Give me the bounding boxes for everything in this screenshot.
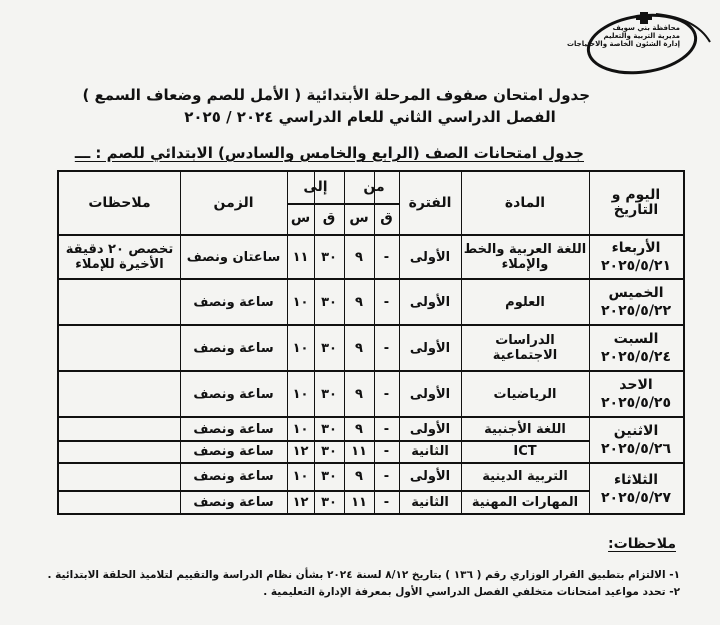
header-period: الفترة [408,194,452,211]
to-hour-cell: ١٢ [292,494,309,510]
from-minute-cell: - [383,294,390,310]
subject-cell: التربية الدينية [482,469,568,485]
exam-date: ٢٠٢٥/٥/٢٦ [600,440,672,457]
header-subject: المادة [504,194,546,211]
table-column-divider [287,172,288,234]
duration-cell: ساعة ونصف [193,469,274,485]
table-column-divider [314,372,315,416]
logo-line: إدارة الشئون الخاصة والاحتياجات [566,40,680,48]
header-to: إلى [303,179,328,195]
table-column-divider [344,326,345,370]
to-hour-cell: ١٠ [292,421,309,437]
table-column-divider [461,464,462,515]
to-minute-cell: ٣٠ [321,421,337,437]
from-hour-cell: ١١ [351,494,367,510]
header-duration: الزمن [213,194,254,211]
day-name: الاحد [619,376,653,393]
exam-date: ٢٠٢٥/٥/٢١ [600,257,672,274]
to-minute-cell: ٣٠ [321,386,337,402]
day-date-cell [589,418,683,462]
note-item: ٢- تحدد مواعيد امتحانات متخلفي الفصل الدراسي الأول بمعرفة الإدارة التعليمية . [263,586,680,598]
notes-cell [59,440,180,462]
subject-cell: الرياضيات [493,386,557,402]
table-column-divider [461,280,462,324]
page-title: جدول امتحان صفوف المرحلة الأبتدائية ( الأمل للصم وضعاف السمع ) [82,86,590,104]
logo-line: محافظة بني سويف [612,24,680,32]
table-column-divider [589,326,590,370]
notes-cell [59,464,180,490]
table-column-divider [399,418,400,462]
notes-cell [59,372,180,416]
duration-cell: ساعة ونصف [193,294,274,310]
table-column-divider [399,326,400,370]
table-column-divider [344,464,345,515]
exam-date: ٢٠٢٥/٥/٢٥ [600,394,672,411]
to-hour-cell: ١٠ [292,386,309,402]
table-column-divider [314,464,315,515]
period-cell: الأولى [409,421,451,437]
to-hour-cell: ١٠ [292,340,309,356]
from-hour-cell: ٩ [355,249,363,265]
table-column-divider [180,418,181,462]
duration-cell: ساعة ونصف [193,386,274,402]
notes-cell [59,326,180,370]
to-hour-cell: ١٢ [292,443,309,459]
table-column-divider [287,464,288,515]
day-name: الثلاثاء [613,472,659,488]
table-column-divider [287,418,288,462]
day-name: الخميس [608,284,664,301]
subject-cell: المهارات المهنية [471,494,579,510]
to-minute-cell: ٣٠ [321,494,337,510]
table-row-divider [59,490,589,492]
table-column-divider [374,464,375,515]
notes-cell: تخصص ٢٠ دقيقة الأخيرة للإملاء [65,242,174,272]
day-name: الاثنين [613,422,659,439]
table-column-divider [344,372,345,416]
period-cell: الأولى [409,386,451,402]
table-column-divider [399,172,400,234]
table-column-divider [180,464,181,515]
table-column-divider [374,280,375,324]
table-column-divider [344,236,345,278]
from-minute-cell: - [383,386,390,402]
table-column-divider [287,372,288,416]
period-cell: الأولى [409,294,451,310]
subject-cell: اللغة الأجنبية [484,421,566,437]
duration-cell: ساعتان ونصف [186,249,281,265]
table-column-divider [399,372,400,416]
from-minute-cell: - [383,340,390,356]
table-column-divider [374,418,375,462]
directorate-logo [566,8,712,78]
to-minute-cell: ٣٠ [321,340,337,356]
period-cell: الأولى [409,340,451,356]
table-column-divider [374,326,375,370]
table-column-divider [314,280,315,324]
logo-text [566,24,680,48]
subject-cell: ICT [513,443,537,459]
table-column-divider [180,326,181,370]
from-hour-cell: ٩ [355,294,363,310]
notes-cell [59,418,180,440]
table-row-divider [287,203,399,205]
period-cell: الثانية [411,494,449,510]
table-column-divider [399,236,400,278]
table-column-divider [287,280,288,324]
table-column-divider [589,464,590,515]
notes-title: ملاحظات: [608,536,676,552]
table-column-divider [589,280,590,324]
period-cell: الثانية [411,443,449,459]
notes-cell [59,280,180,324]
subject-cell: العلوم [505,294,545,310]
table-column-divider [461,172,462,234]
from-minute-cell: - [383,249,390,265]
to-hour-cell: ١٠ [292,469,309,485]
table-column-divider [287,236,288,278]
table-column-divider [180,172,181,234]
exam-date: ٢٠٢٥/٥/٢٧ [600,490,672,506]
day-name: الأربعاء [611,239,661,256]
from-minute-cell: - [383,421,390,437]
day-date-cell [589,280,683,324]
note-item: ١- الالتزام بتطبيق القرار الوزاري رقم ( ١٣٦ ) بتاريخ ٨/١٢ لسنة ٢٠٢٤ بشأن نظام الدراسة والتقييم لتلاميذ الحلقة الابتدائية . [47,569,680,581]
table-column-divider [344,418,345,462]
to-minute-cell: ٣٠ [321,443,337,459]
table-column-divider [589,236,590,278]
from-hour-cell: ٩ [355,386,363,402]
to-minute-cell: ٣٠ [321,469,337,485]
subject-cell: الدراسات الاجتماعية [492,333,558,363]
to-minute-cell: ٣٠ [321,294,337,310]
from-minute-cell: - [383,494,390,510]
exam-date: ٢٠٢٥/٥/٢٢ [600,302,672,319]
subject-cell: اللغة العربية والخط والإملاء [463,242,587,272]
day-name: السبت [613,330,659,347]
exam-date: ٢٠٢٥/٥/٢٤ [600,348,672,365]
header-to-hour: س [290,210,311,226]
table-column-divider [314,172,315,234]
table-column-divider [374,236,375,278]
table-column-divider [314,236,315,278]
day-date-cell [589,236,683,278]
table-column-divider [314,326,315,370]
day-date-cell [589,464,683,515]
table-column-divider [344,172,345,234]
header-from-hour: س [349,210,369,226]
table-column-divider [344,280,345,324]
exam-table: اليوم و التاريخ المادة الفترة من إلى ق س ق س الزمن ملاحظات الأربعاء ٢٠٢٥/٥/٢١ اللغة العربية والخط والإملاء الأولى - ٩ ٣٠ ١١ ساعتان ونصف تخصص ٢٠ دقيقة الأخيرة للإملاء الخميس ٢٠٢٥/٥/٢٢ العلوم الأولى - ٩ ٣٠ ١٠ ساعة ونصف السبت ٢٠٢٥/٥/٢٤ الدراسات الاجتماعية الأولى - ٩ ٣٠ ١٠ ساعة ونصف الاحد ٢٠٢٥/٥/٢٥ الرياضيات الأولى - ٩ ٣٠ ١٠ ساعة ونصف الاثنين ٢٠٢٥/٥/٢٦ اللغة الأجنبية الأولى - ٩ ٣٠ ١٠ ساعة ونصف ICT الثانية - ١١ ٣٠ ١٢ ساعة ونصف الثلاثاء ٢٠٢٥/٥/٢٧ التربية الدينية الأولى - ٩ ٣٠ ١٠ ساعة ونصف المهارات المهنية الثانية - ١١ ٣٠ ١٢ ساعة ونصف [57,170,685,515]
table-column-divider [374,372,375,416]
duration-cell: ساعة ونصف [193,443,274,459]
table-column-divider [461,236,462,278]
from-hour-cell: ٩ [355,421,363,437]
period-cell: الأولى [409,249,451,265]
table-column-divider [461,372,462,416]
table-column-divider [399,464,400,515]
header-to-minute: ق [322,210,336,226]
from-minute-cell: - [383,443,390,459]
header-from-minute: ق [380,210,393,226]
table-column-divider [399,280,400,324]
day-date-cell [589,326,683,370]
from-hour-cell: ٩ [355,469,363,485]
duration-cell: ساعة ونصف [193,421,274,437]
table-column-divider [461,418,462,462]
from-minute-cell: - [383,469,390,485]
table-column-divider [461,326,462,370]
duration-cell: ساعة ونصف [193,494,274,510]
table-column-divider [374,172,375,234]
table-column-divider [287,326,288,370]
notes-cell [59,490,180,516]
table-column-divider [589,418,590,462]
to-hour-cell: ١٠ [292,294,309,310]
day-date-cell [589,372,683,416]
period-cell: الأولى [409,469,451,485]
to-minute-cell: ٣٠ [321,249,337,265]
table-column-divider [314,418,315,462]
from-hour-cell: ٩ [355,340,363,356]
table-row-divider [59,440,589,442]
term-title: الفصل الدراسي الثاني للعام الدراسي ٢٠٢٤ / ٢٠٢٥ [184,108,556,126]
table-column-divider [589,372,590,416]
table-subtitle: جدول امتحانات الصف (الرابع والخامس والسادس) الابتدائي للصم : ـــ [74,144,584,162]
header-notes: ملاحظات [88,194,151,211]
table-column-divider [180,236,181,278]
header-day-date: اليوم و التاريخ [611,187,661,218]
table-column-divider [180,372,181,416]
table-column-divider [180,280,181,324]
logo-line: مديرية التربية والتعليم [603,32,680,40]
table-column-divider [589,172,590,234]
duration-cell: ساعة ونصف [193,340,274,356]
to-hour-cell: ١١ [292,249,309,265]
from-hour-cell: ١١ [351,443,367,459]
